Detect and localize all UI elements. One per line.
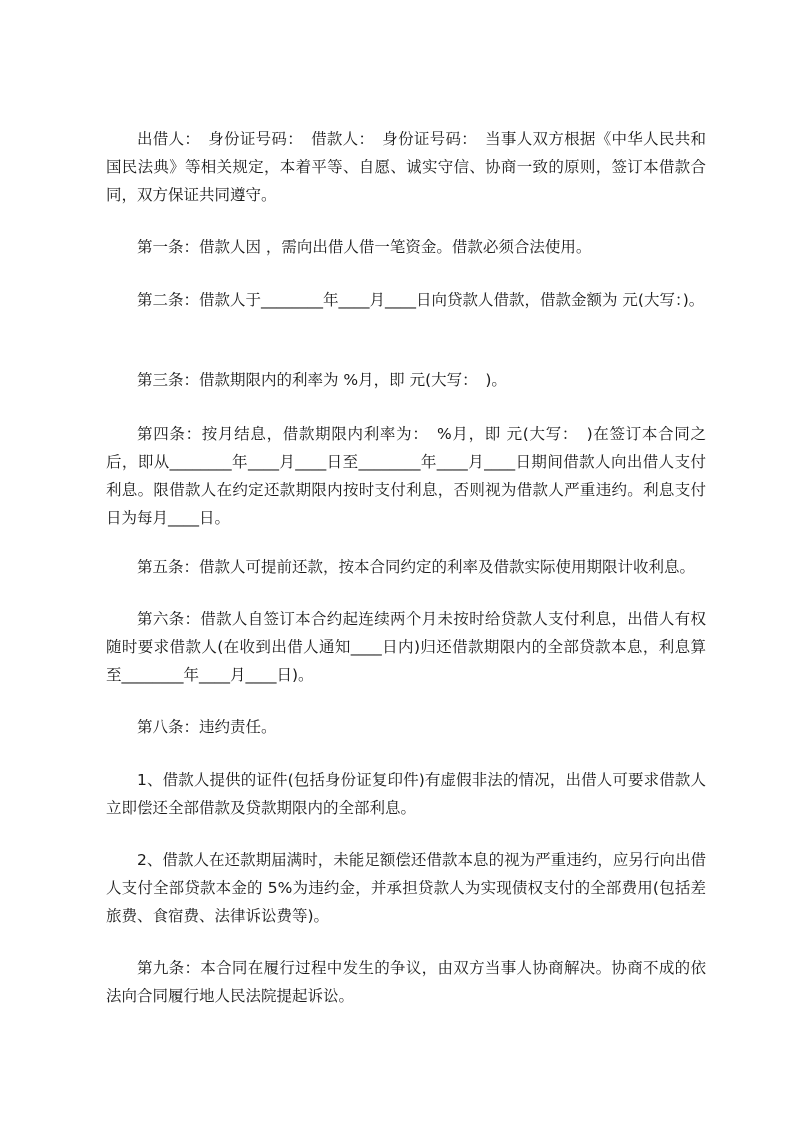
paragraph-article-8-item-1: 1、借款人提供的证件(包括身份证复印件)有虚假非法的情况，出借人可要求借款人立即偿还全部借款及贷款期限内的全部利息。 — [106, 771, 706, 817]
paragraph-article-6: 第六条：借款人自签订本合约起连续两个月未按时给贷款人支付利息，出借人有权随时要求借款人(在收到出借人通知____日内)归还借款期限内的全部贷款本息，利息算至________年____月____日)。 — [106, 610, 706, 684]
paragraph-article-3: 第三条：借款期限内的利率为 %月，即 元(大写： )。 — [137, 371, 507, 389]
paragraph-article-2: 第二条：借款人于________年____月____日向贷款人借款，借款金额为 元(大写：)。 — [137, 291, 705, 309]
paragraph-preamble: 出借人： 身份证号码： 借款人： 身份证号码： 当事人双方根据《中华人民共和国民法典》等相关规定，本着平等、自愿、诚实守信、协商一致的原则，签订本借款合同，双方保证共同遵守。 — [106, 130, 706, 204]
paragraph-article-1: 第一条：借款人因 ，需向出借人借一笔资金。借款必须合法使用。 — [137, 238, 592, 256]
paragraph-article-4: 第四条：按月结息，借款期限内利率为： %月，即 元(大写： )在签订本合同之后，即从________年____月____日至________年____月____日期间借款人向出借人支付利息。限借款人在约定还款期限内按时支付利息，否则视为借款人严重违约。利息支付日为每月____日。 — [106, 425, 706, 527]
paragraph-article-8: 第八条：违约责任。 — [137, 718, 277, 736]
paragraph-article-5: 第五条：借款人可提前还款，按本合同约定的利率及借款实际使用期限计收利息。 — [137, 558, 696, 576]
paragraph-article-9: 第九条：本合同在履行过程中发生的争议，由双方当事人协商解决。协商不成的依法向合同履行地人民法院提起诉讼。 — [106, 959, 706, 1005]
paragraph-article-8-item-2: 2、借款人在还款期届满时，未能足额偿还借款本息的视为严重违约，应另行向出借人支付全部贷款本金的 5%为违约金，并承担贷款人为实现债权支付的全部费用(包括差旅费、食宿费、法律诉讼费等)。 — [106, 851, 706, 925]
